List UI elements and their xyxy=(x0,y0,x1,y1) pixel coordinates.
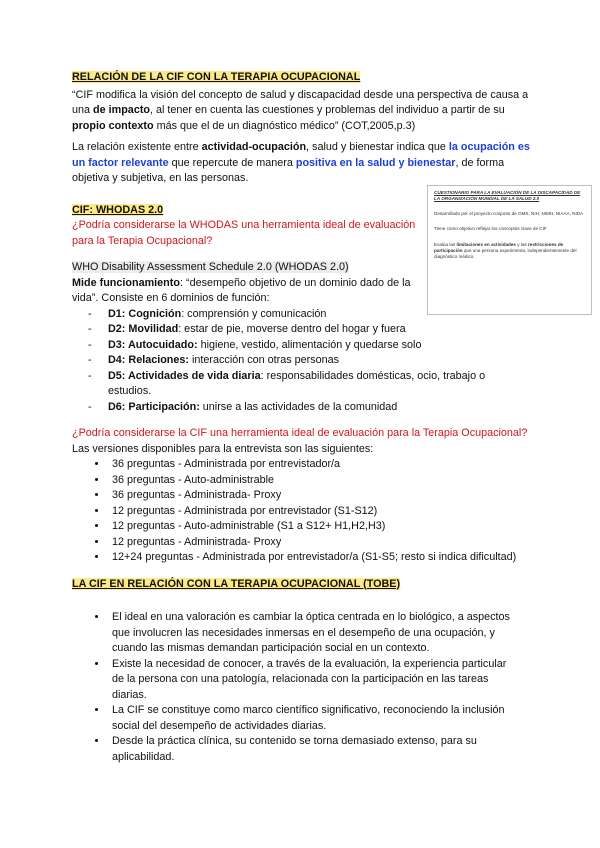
version-item: • 36 preguntas - Auto-administrable xyxy=(108,473,532,489)
box-title: CUESTIONARIO PARA LA EVALUACIÓN DE LA DISCAPACIDAD DE LA ORGANIZACIÓN MUNDIAL DE LA SALUD 2.0 xyxy=(434,190,581,202)
domain-item xyxy=(88,353,508,369)
domain-label: D4: Relaciones: xyxy=(108,354,190,366)
domain-text: : responsabilidades domésticas, ocio, trabajo o estudios. xyxy=(108,369,486,397)
whodas-info-box xyxy=(427,185,592,315)
document-page xyxy=(72,70,532,765)
versions-list xyxy=(72,457,532,566)
domain-label: D5: Actividades de vida diaria xyxy=(108,369,261,382)
section-title-whodas: CIF: WHODAS 2.0 xyxy=(72,203,164,216)
cif-quote xyxy=(72,88,532,135)
domain-label: D1: Cognición xyxy=(108,307,182,320)
quote-text-e: más que el de un diagnóstico médico” (COT,2005,p.3) xyxy=(153,119,416,132)
version-item: • 12+24 preguntas - Administrada por entrevistador/a (S1-S5; resto si indica dificultad) xyxy=(108,550,532,566)
domain-item xyxy=(88,338,508,354)
domain-text: : comprensión y comunicación xyxy=(181,307,327,320)
tobe-list xyxy=(72,610,513,765)
box-text: que una persona experimenta, independientemente del diagnóstico médico. xyxy=(434,248,577,260)
cif-question: ¿Podría considerarse la CIF una herramienta ideal de evaluación para la Terapia Ocupacional? xyxy=(72,427,528,439)
domain-text: interacción con otras personas xyxy=(189,354,340,366)
relacion-paragraph xyxy=(72,140,532,187)
version-item: • 12 preguntas - Administrada por entrevistador (S1-S12) xyxy=(108,504,532,520)
quote-bold-contexto: propio contexto xyxy=(72,119,154,132)
mide-text: : “desempeño objetivo de un dominio dado de la vida”. Consiste en 6 dominios de función: xyxy=(72,276,411,304)
box-line-objetivo: Tiene como objetivo reflejar los conceptos clave de CIF xyxy=(434,226,547,232)
mide-paragraph xyxy=(72,276,417,307)
domain-item xyxy=(88,369,508,400)
box-text: Evalúa las xyxy=(434,241,457,247)
domain-label: D3: Autocuidado: xyxy=(108,338,198,351)
rel-text-g: , de forma objetiva y subjetiva, en las personas. xyxy=(72,156,505,184)
box-line-evalua xyxy=(434,242,585,261)
box-bold: limitaciones en actividades xyxy=(456,241,516,247)
whodas-question: ¿Podría considerarse la WHODAS una herramienta ideal de evaluación para la Terapia Ocupacional? xyxy=(72,219,416,247)
version-item: • 36 preguntas - Administrada por entrevistador/a xyxy=(108,457,532,473)
box-bold: restricciones de participación xyxy=(434,241,564,254)
mide-label: Mide funcionamiento xyxy=(72,276,180,289)
section-title-tobe: LA CIF EN RELACIÓN CON LA TERAPIA OCUPACIONAL (TOBE) xyxy=(72,577,401,590)
domain-text: : estar de pie, moverse dentro del hogar y fuera xyxy=(178,323,406,335)
quote-text-c: , al tener en cuenta las cuestiones y problemas del individuo a partir de su xyxy=(150,104,505,116)
section-title-relacion: RELACIÓN DE LA CIF CON LA TERAPIA OCUPACIONAL xyxy=(72,71,361,83)
quote-text-a: “CIF modifica la visión del concepto de salud y discapacidad desde una perspectiva de causa a una xyxy=(72,88,529,116)
whodas-schedule: WHO Disability Assessment Schedule 2.0 (WHODAS 2.0) xyxy=(72,261,349,273)
rel-blue-positiva: positiva en la salud y bienestar xyxy=(295,156,456,169)
quote-bold-impacto: de impacto xyxy=(93,104,151,116)
domain-item xyxy=(88,400,508,416)
version-item: • 12 preguntas - Administrada- Proxy xyxy=(108,535,532,551)
tobe-item: • Existe la necesidad de conocer, a través de la evaluación, la experiencia particular de la persona con una patología, relacionada con la participación en las tareas diarias. xyxy=(108,657,513,704)
rel-text-c: , salud y bienestar indica que xyxy=(306,141,449,153)
domain-label: D2: Movilidad xyxy=(108,323,179,335)
version-item: • 12 preguntas - Auto-administrable (S1 a S12+ H1,H2,H3) xyxy=(108,519,532,535)
tobe-item: • La CIF se constituye como marco científico significativo, reconociendo la inclusión social del desempeño de actividades diarias. xyxy=(108,703,513,734)
rel-bold-actividad: actividad-ocupación xyxy=(201,141,307,153)
domain-list xyxy=(72,307,508,416)
tobe-item: • El ideal en una valoración es cambiar la óptica centrada en lo biológico, a aspectos que involucren las necesidades inmersas en el desempeño de una ocupación, y cuando las mismas demandan participación social en un contexto. xyxy=(108,610,513,657)
rel-text-e: que repercute de manera xyxy=(168,156,296,169)
domain-text: unirse a las actividades de la comunidad xyxy=(199,400,398,413)
tobe-item: • Desde la práctica clínica, su contenido se torna demasiado extenso, para su aplicabilidad. xyxy=(108,734,513,765)
versions-intro: Las versiones disponibles para la entrevista son las siguientes: xyxy=(72,442,374,455)
rel-blue-ocupacion: la ocupación es un factor relevante xyxy=(72,141,530,169)
box-text: y las xyxy=(515,241,528,247)
box-line-desarrollado: Desarrollado por el proyecto conjunto de OMS, NIH, NIMH, NIAAA, NIDA xyxy=(434,210,584,216)
domain-text: higiene, vestido, alimentación y quedarse solo xyxy=(197,338,422,351)
version-item: • 36 preguntas - Administrada- Proxy xyxy=(108,488,532,504)
domain-item xyxy=(88,322,508,338)
domain-label: D6: Participación: xyxy=(108,400,200,413)
rel-text-a: La relación existente entre xyxy=(72,141,202,153)
